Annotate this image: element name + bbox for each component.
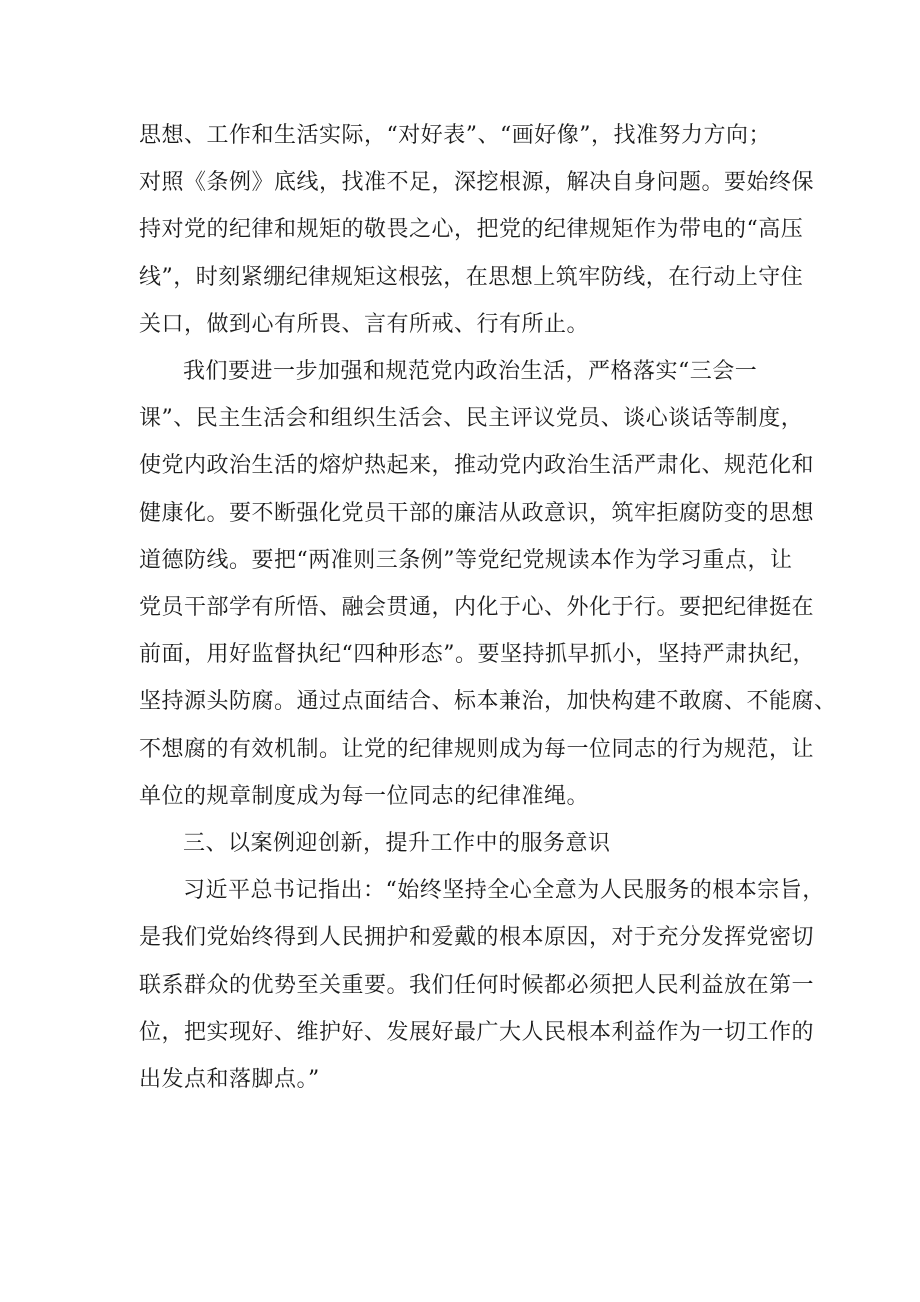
text-line: 坚持源头防腐。通过点面结合、标本兼治，加快构建不敢腐、不能腐、 — [139, 689, 837, 715]
text-line: 线”，时刻紧绷纪律规矩这根弦，在思想上筑牢防线，在行动上守住 — [139, 264, 804, 290]
text-line: 我们要进一步加强和规范党内政治生活，严格落实“三会一 — [183, 359, 758, 385]
text-line: 思想、工作和生活实际，“对好表”、“画好像”，找准努力方向； — [139, 123, 771, 148]
body-text — [139, 112, 837, 1103]
text-line: 位，把实现好、维护好、发展好最广大人民根本利益作为一切工作的 — [139, 1019, 815, 1045]
text-line: 不想腐的有效机制。让党的纪律规则成为每一位同志的行为规范，让 — [139, 736, 815, 762]
text-line: 健康化。要不断强化党员干部的廉洁从政意识，筑牢拒腐防变的思想 — [139, 500, 815, 526]
text-line: 使党内政治生活的熔炉热起来，推动党内政治生活严肃化、规范化和 — [139, 453, 815, 479]
text-line: 道德防线。要把“两准则三条例”等党纪党规读本作为学习重点，让 — [139, 547, 793, 573]
text-line: 持对党的纪律和规矩的敬畏之心，把党的纪律规矩作为带电的“高压 — [139, 217, 804, 243]
text-line: 课”、民主生活会和组织生活会、民主评议党员、谈心谈话等制度， — [139, 406, 804, 432]
text-line: 联系群众的优势至关重要。我们任何时候都必须把人民利益放在第一 — [139, 972, 815, 998]
text-line: 关口，做到心有所畏、言有所戒、行有所止。 — [139, 311, 590, 337]
paragraph-discipline-awe — [139, 112, 815, 348]
text-line: 习近平总书记指出：“始终坚持全心全意为人民服务的根本宗旨， — [183, 878, 825, 904]
text-line: 出发点和落脚点。” — [139, 1067, 320, 1093]
text-line: 单位的规章制度成为每一位同志的纪律准绳。 — [139, 783, 590, 809]
section-heading — [139, 820, 787, 867]
text-line: 对照《条例》底线，找准不足，深挖根源，解决自身问题。要始终保 — [139, 170, 815, 196]
heading-line: 三、以案例迎创新，提升工作中的服务意识 — [183, 831, 611, 857]
text-line: 前面，用好监督执纪“四种形态”。要坚持抓早抓小，坚持严肃执纪， — [139, 642, 815, 668]
text-line: 是我们党始终得到人民拥护和爱戴的根本原因，对于充分发挥党密切 — [139, 925, 815, 951]
paragraph-political-life — [139, 348, 837, 820]
text-line: 党员干部学有所悟、融会贯通，内化于心、外化于行。要把纪律挺在 — [139, 595, 815, 621]
paragraph-quote — [139, 867, 825, 1103]
